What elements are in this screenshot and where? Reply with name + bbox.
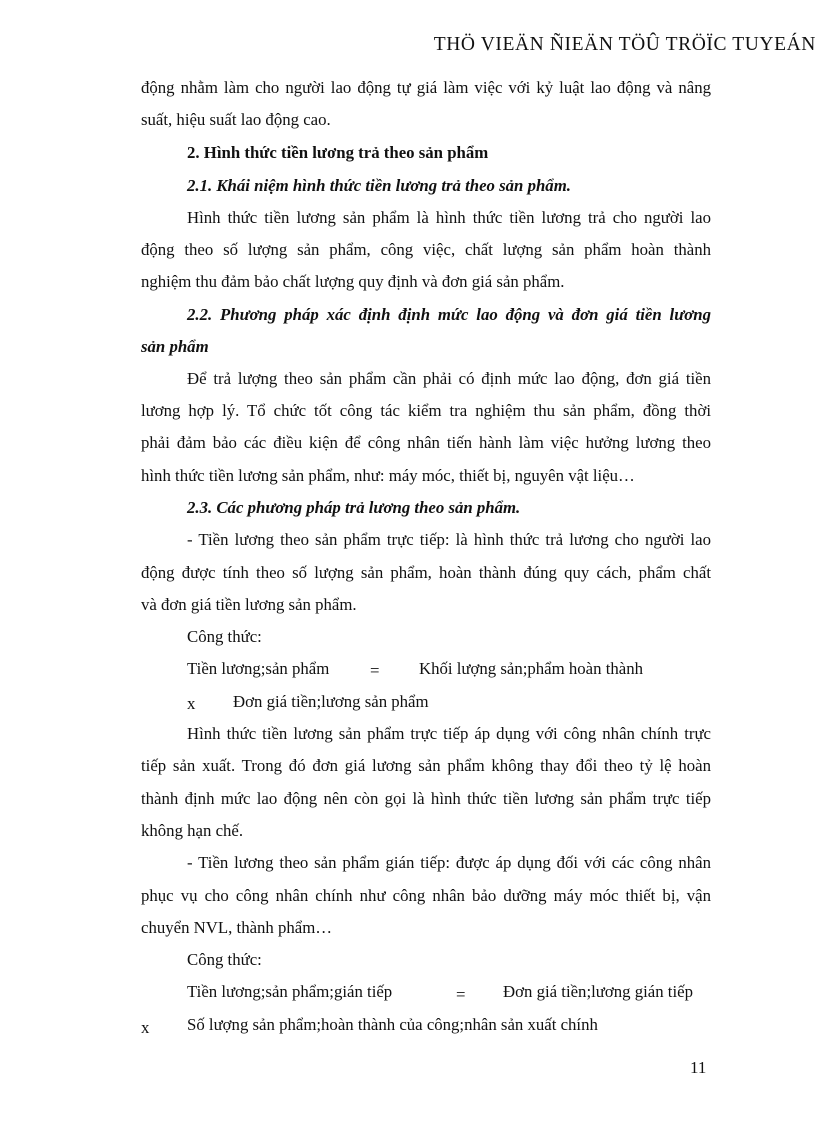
text-line: động theo số lượng sản phẩm, công việc, chất lượng sản phẩm hoàn thành <box>141 240 711 259</box>
formula1-right: Khối lượng sản;phẩm hoàn thành <box>419 659 643 678</box>
text-line: Hình thức tiền lương sản phẩm là hình thức tiền lương trả cho người lao <box>187 208 711 227</box>
subsection-heading: 2.3. Các phương pháp trả lương theo sản phẩm. <box>187 498 521 517</box>
formula1-left: Tiền lương;sản phẩm <box>187 659 330 678</box>
text-line: - Tiền lương theo sản phẩm trực tiếp: là hình thức trả lương cho người lao <box>187 530 711 549</box>
page-number: 11 <box>690 1058 707 1077</box>
formula1-factor: Đơn giá tiền;lương sản phẩm <box>233 692 429 711</box>
formula2-right: Đơn giá tiền;lương gián tiếp <box>503 982 693 1001</box>
text-line: tiếp sản xuất. Trong đó đơn giá lương sản phẩm không thay đổi theo tỷ lệ hoàn <box>141 756 711 775</box>
subsection-heading: 2.1. Khái niệm hình thức tiền lương trả theo sản phẩm. <box>187 176 571 195</box>
formula1-equals: = <box>370 661 380 680</box>
section-heading: 2. Hình thức tiền lương trả theo sản phẩm <box>187 143 489 162</box>
text-line: phải đảm bảo các điều kiện để công nhân tiến hành làm việc hưởng lương theo <box>141 433 711 452</box>
text-line: Để trả lượng theo sản phẩm cần phải có định mức lao động, đơn giá tiền <box>187 369 711 388</box>
text-line: suất, hiệu suất lao động cao. <box>141 110 331 129</box>
text-line: hình thức tiền lương sản phẩm, như: máy móc, thiết bị, nguyên vật liệu… <box>141 466 635 485</box>
formula2-left: Tiền lương;sản phẩm;gián tiếp <box>187 982 393 1001</box>
text-line: Hình thức tiền lương sản phẩm trực tiếp áp dụng với công nhân chính trực <box>187 724 711 743</box>
subsection-heading-cont: sản phẩm <box>141 337 209 356</box>
formula2-operator: x <box>141 1018 150 1037</box>
formula-label: Công thức: <box>187 627 262 646</box>
text-line: - Tiền lương theo sản phẩm gián tiếp: được áp dụng đối với các công nhân <box>187 853 711 872</box>
formula1-operator: x <box>187 694 196 713</box>
formula2-factor: Số lượng sản phẩm;hoàn thành của công;nhân sản xuất chính <box>187 1015 598 1034</box>
text-line: phục vụ cho công nhân chính như công nhân bảo dưỡng máy móc thiết bị, vận <box>141 886 711 905</box>
page-header: THÖ VIEÄN ÑIEÄN TÖÛ TRÖÏC TUYEÁN <box>433 34 816 55</box>
text-line: nghiệm thu đảm bảo chất lượng quy định và đơn giá sản phẩm. <box>141 272 565 291</box>
text-line: thành định mức lao động nên còn gọi là hình thức tiền lương sản phẩm trực tiếp <box>141 789 711 808</box>
formula-label: Công thức: <box>187 950 262 969</box>
text-line: động được tính theo số lượng sản phẩm, hoàn thành đúng quy cách, phẩm chất <box>141 563 711 582</box>
text-line: động nhằm làm cho người lao động tự giá làm việc với kỷ luật lao động và nâng <box>141 78 711 97</box>
text-line: không hạn chế. <box>141 821 244 840</box>
text-line: và đơn giá tiền lương sản phẩm. <box>141 595 357 614</box>
text-line: chuyển NVL, thành phẩm… <box>141 918 333 937</box>
text-line: lương hợp lý. Tổ chức tốt công tác kiểm tra nghiệm thu sản phẩm, đồng thời <box>141 401 711 420</box>
formula2-equals: = <box>456 985 466 1004</box>
subsection-heading: 2.2. Phương pháp xác định định mức lao động và đơn giá tiền lương <box>187 305 711 324</box>
